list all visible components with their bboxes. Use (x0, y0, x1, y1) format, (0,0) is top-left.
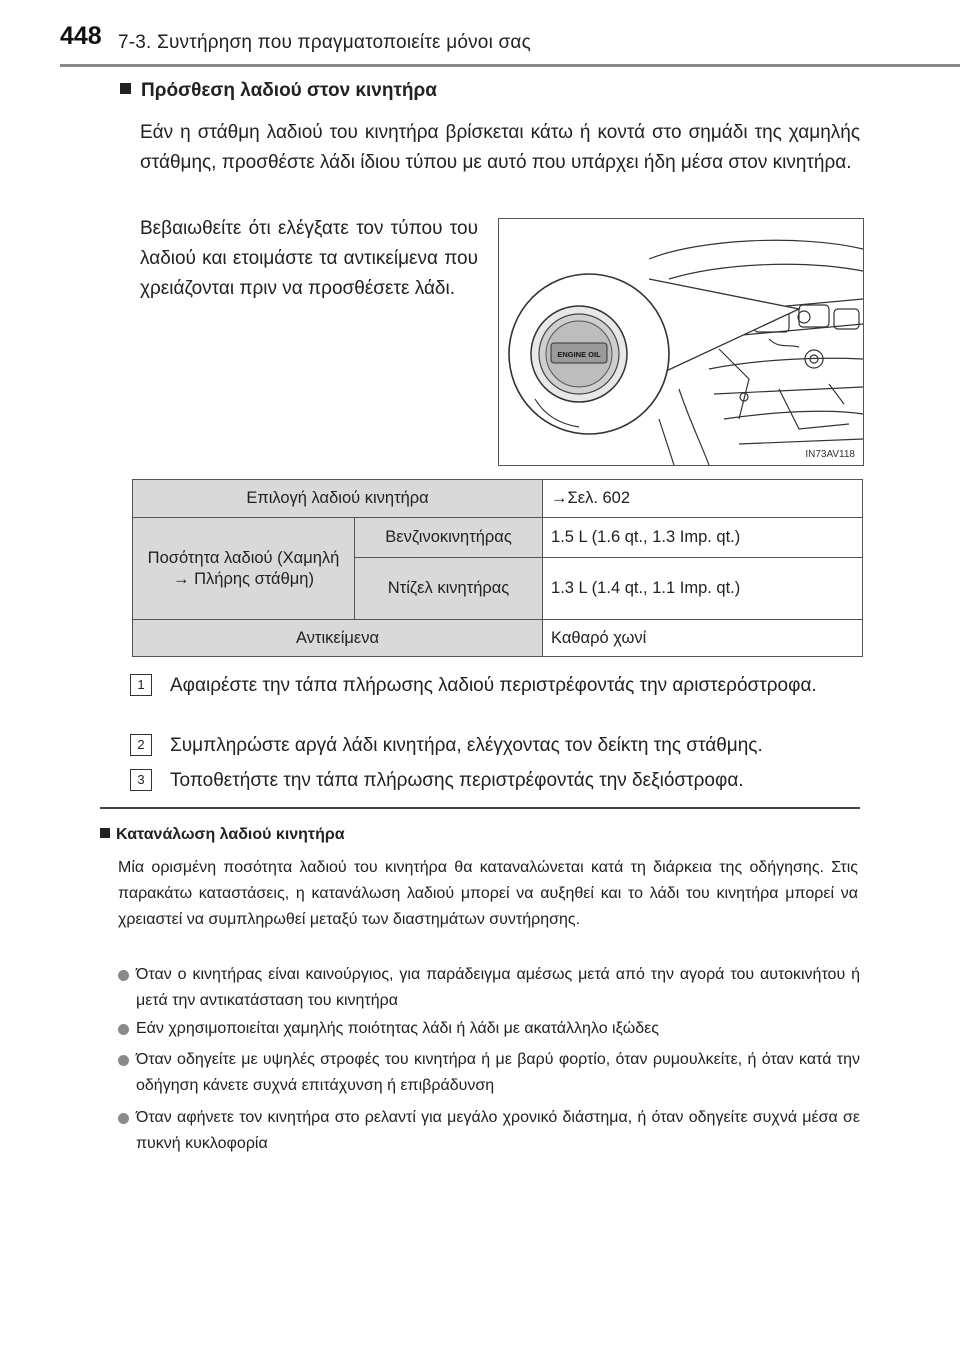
items-label: Αντικείμενα (133, 620, 543, 657)
list-item-text: Όταν ο κινητήρας είναι καινούργιος, για παράδειγμα αμέσως μετά από την αγορά του αυτοκινήτου ή μετά την αντικατάσταση του κινητήρα (136, 966, 860, 1009)
list-item (118, 1016, 860, 1042)
page-number: 448 (60, 22, 102, 50)
oil-quantity-label: Ποσότητα λαδιού (Χαμηλή → Πλήρης στάθμη) (133, 518, 355, 620)
step-text: Αφαιρέστε την τάπα πλήρωσης λαδιού περιστρέφοντάς την αριστερόστροφα. (170, 675, 817, 696)
preparation-paragraph: Βεβαιωθείτε ότι ελέγξατε τον τύπου του λαδιού και ετοιμάστε τα αντικείμενα που χρειάζονται πριν να προσθέσετε λάδι. (140, 218, 478, 299)
list-item (118, 1047, 860, 1099)
table-row (133, 480, 863, 518)
list-item-text: Εάν χρησιμοποιείται χαμηλής ποιότητας λάδι ή λάδι με ακατάλληλο ιξώδες (136, 1020, 660, 1037)
table-row (133, 518, 863, 558)
bullet-dot-icon (118, 1055, 129, 1066)
step-number-badge: 2 (130, 734, 152, 756)
oil-info-table (132, 479, 863, 657)
square-bullet-icon (100, 828, 110, 838)
section-heading-add-oil (120, 80, 437, 102)
step-2 (130, 731, 860, 761)
step-number-badge: 1 (130, 674, 152, 696)
step-3 (130, 766, 860, 796)
intro-paragraph: Εάν η στάθμη λαδιού του κινητήρα βρίσκεται κάτω ή κοντά στο σημάδι της χαμηλής στάθμης, προσθέστε λάδι ίδιου τύπου με αυτό που υπάρχει ήδη μέσα στον κινητήρα. (140, 122, 860, 173)
header-divider (60, 64, 960, 67)
engine-oil-cap-illustration (498, 218, 864, 466)
step-number-badge: 3 (130, 769, 152, 791)
list-item-text: Όταν αφήνετε τον κινητήρα στο ρελαντί για μεγάλο χρονικό διάστημα, ή όταν οδηγείτε συχνά μέσα σε πυκνή κυκλοφορία (136, 1109, 860, 1152)
list-item (118, 962, 860, 1014)
chapter-title: 7-3. Συντήρηση που πραγματοποιείτε μόνοι σας (118, 32, 531, 53)
step-1 (130, 671, 860, 731)
step-text: Συμπληρώστε αργά λάδι κινητήρα, ελέγχοντας τον δείκτη της στάθμης. (170, 735, 763, 756)
gasoline-engine-label: Βενζινοκινητήρας (355, 518, 543, 558)
oil-selection-label: Επιλογή λαδιού κινητήρα (133, 480, 543, 518)
diesel-engine-label: Ντίζελ κινητήρας (355, 558, 543, 620)
table-row (133, 620, 863, 657)
section-heading-text: Πρόσθεση λαδιού στον κινητήρα (141, 80, 437, 101)
bullet-dot-icon (118, 970, 129, 981)
section-divider (100, 807, 860, 809)
figure-code: IN73AV118 (805, 449, 855, 460)
gasoline-quantity-value: 1.5 L (1.6 qt., 1.3 Imp. qt.) (543, 518, 863, 558)
engine-bay-drawing (499, 219, 863, 465)
bullet-dot-icon (118, 1024, 129, 1035)
list-item (118, 1105, 860, 1157)
items-value: Καθαρό χωνί (543, 620, 863, 657)
step-text: Τοποθετήστε την τάπα πλήρωσης περιστρέφοντάς την δεξιόστροφα. (170, 770, 744, 791)
section-heading-oil-consumption (100, 826, 345, 844)
oil-consumption-paragraph: Μία ορισμένη ποσότητα λαδιού του κινητήρα θα καταναλώνεται κατά τη διάρκεια της οδήγησης. Στις παρακάτω καταστάσεις, η κατανάλωση λαδιού μπορεί να αυξηθεί και το λάδι του κινητήρα μπορεί να χρειαστεί να συμπληρωθεί μεταξύ των διαστημάτων συντήρησης. (118, 859, 858, 928)
oil-selection-value: →Σελ. 602 (543, 480, 863, 518)
square-bullet-icon (120, 83, 131, 94)
section-heading-text: Κατανάλωση λαδιού κινητήρα (116, 826, 345, 843)
bullet-dot-icon (118, 1113, 129, 1124)
diesel-quantity-value: 1.3 L (1.4 qt., 1.1 Imp. qt.) (543, 558, 863, 620)
engine-oil-cap-label: ENGINE OIL (557, 350, 601, 359)
list-item-text: Όταν οδηγείτε με υψηλές στροφές του κινητήρα ή με βαρύ φορτίο, όταν ρυμουλκείτε, ή όταν κατά την οδήγηση κάνετε συχνά επιτάχυνση ή επιβράδυνση (136, 1051, 860, 1094)
